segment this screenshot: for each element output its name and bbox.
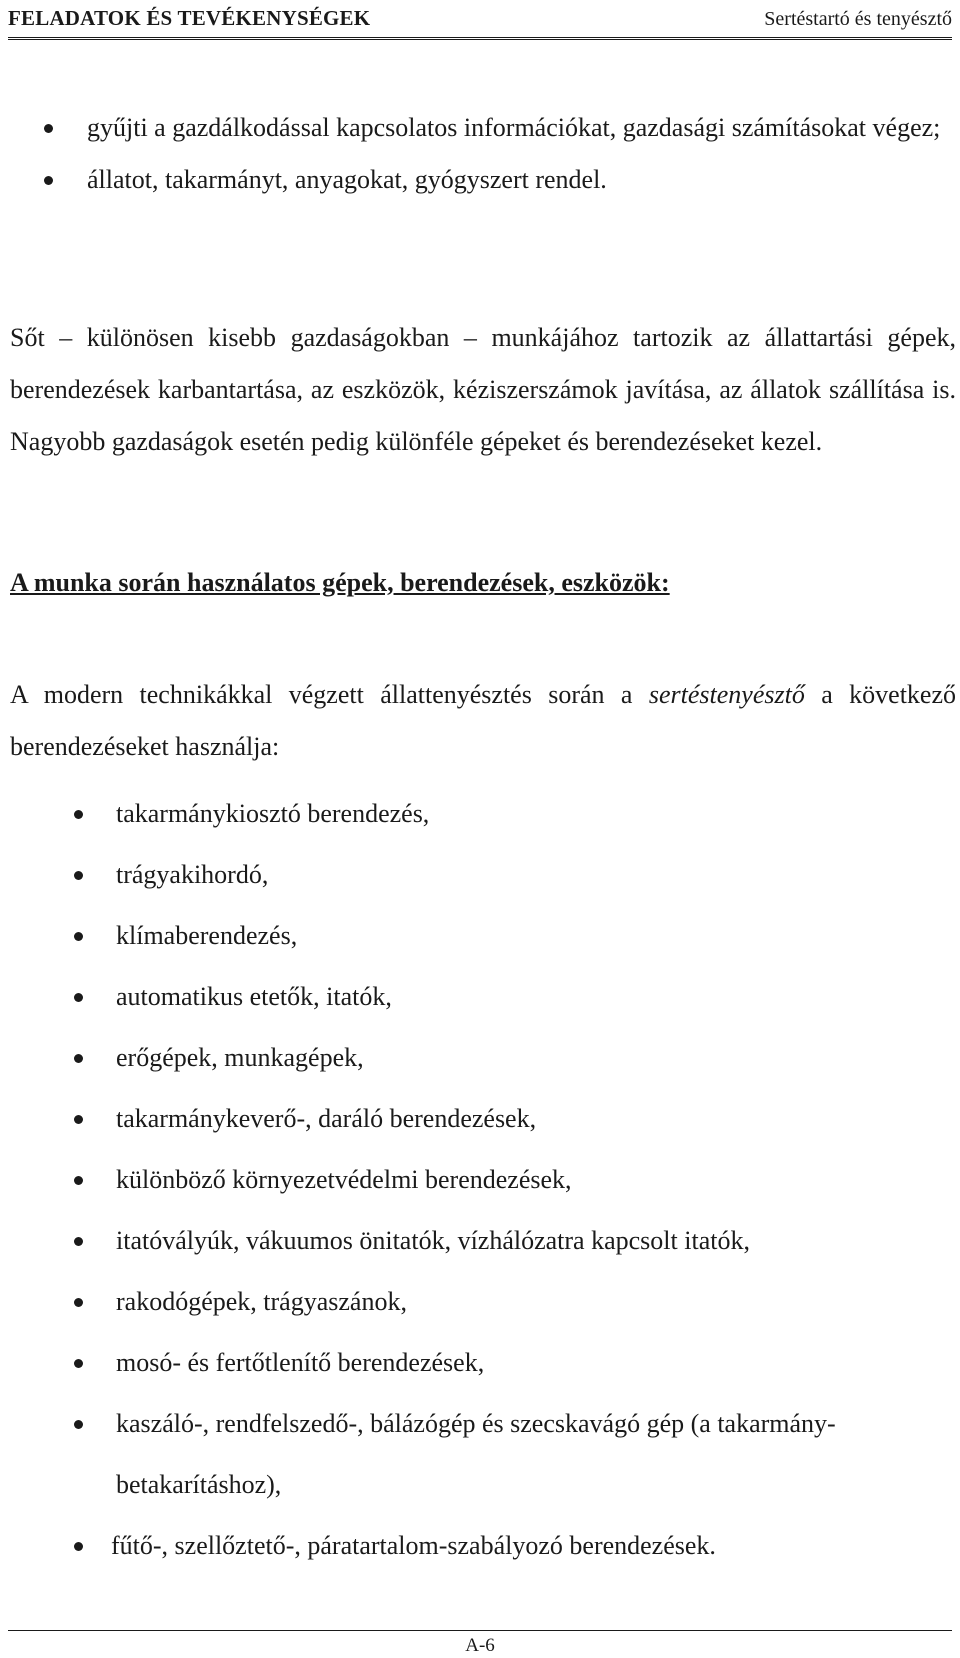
list-item-text: gyűjti a gazdálkodással kapcsolatos információkat, gazdasági számításokat végez; xyxy=(87,113,941,142)
equipment-bullet-list xyxy=(0,783,960,1576)
bullet-icon xyxy=(44,124,53,133)
page-header xyxy=(8,0,952,40)
bullet-icon xyxy=(74,932,83,941)
bullet-icon xyxy=(44,176,53,185)
header-document-title: Sertéstartó és tenyésztő xyxy=(764,8,952,30)
list-item-text: erőgépek, munkagépek, xyxy=(116,1043,364,1072)
page-number: A-6 xyxy=(465,1635,495,1656)
paragraph-equipment-intro xyxy=(10,669,956,773)
bullet-icon xyxy=(74,1237,83,1246)
list-item xyxy=(0,783,960,844)
bullet-icon xyxy=(74,1054,83,1063)
list-item xyxy=(0,1088,960,1149)
list-item-text: automatikus etetők, itatók, xyxy=(116,982,392,1011)
list-item-text: trágyakihordó, xyxy=(116,860,269,889)
bullet-icon xyxy=(74,1420,83,1429)
bullet-icon xyxy=(74,871,83,880)
list-item xyxy=(0,1027,960,1088)
paragraph-maintenance: Sőt – különösen kisebb gazdaságokban – munkájához tartozik az állattartási gépek, berendezések karbantartása, az eszközök, kéziszerszámok javítása, az állatok szállítása is. Nagyobb gazdaságok esetén pedig különféle gépeket és berendezéseket kezel. xyxy=(10,323,956,456)
bullet-icon xyxy=(74,993,83,1002)
task-bullet-list xyxy=(0,102,960,206)
list-item xyxy=(0,102,960,154)
list-item-text: rakodógépek, trágyaszánok, xyxy=(116,1287,407,1316)
list-item xyxy=(0,905,960,966)
list-item xyxy=(0,154,960,206)
list-item-text: takarmánykeverő-, daráló berendezések, xyxy=(116,1104,537,1133)
paragraph-italic-term: sertéstenyésztő xyxy=(648,680,805,709)
list-item xyxy=(0,966,960,1027)
list-item-text: mosó- és fertőtlenítő berendezések, xyxy=(116,1348,485,1377)
bullet-icon xyxy=(74,1176,83,1185)
bullet-icon xyxy=(74,1298,83,1307)
list-item-text: különböző környezetvédelmi berendezések, xyxy=(116,1165,572,1194)
list-item-text: fűtő-, szellőztető-, páratartalom-szabályozó berendezések. xyxy=(111,1531,716,1560)
paragraph-text-after: a következő berendezéseket használja: xyxy=(10,680,956,761)
bullet-icon xyxy=(74,810,83,819)
list-item xyxy=(0,1210,960,1271)
list-item-text: takarmánykiosztó berendezés, xyxy=(116,799,430,828)
list-item-text: állatot, takarmányt, anyagokat, gyógyszert rendel. xyxy=(87,165,607,194)
section-heading: A munka során használatos gépek, berendezések, eszközök: xyxy=(10,568,670,597)
bullet-icon xyxy=(74,1542,83,1551)
list-item xyxy=(0,1149,960,1210)
bullet-icon xyxy=(74,1115,83,1124)
list-item xyxy=(0,1271,960,1332)
list-item-text: itatóvályúk, vákuumos önitatók, vízhálózatra kapcsolt itatók, xyxy=(116,1226,750,1255)
list-item xyxy=(0,1332,960,1393)
list-item-text: kaszáló-, rendfelszedő-, bálázógép és szecskavágó gép (a takarmány-betakarításhoz), xyxy=(116,1409,836,1499)
paragraph-text-before: A modern technikákkal végzett állattenyésztés során a xyxy=(10,680,649,709)
list-item xyxy=(0,1515,960,1576)
header-chapter-title: FELADATOK ÉS TEVÉKENYSÉGEK xyxy=(8,6,371,30)
list-item-text: klímaberendezés, xyxy=(116,921,298,950)
bullet-icon xyxy=(74,1359,83,1368)
page-footer xyxy=(8,1630,952,1657)
list-item xyxy=(0,844,960,905)
list-item xyxy=(0,1393,960,1515)
